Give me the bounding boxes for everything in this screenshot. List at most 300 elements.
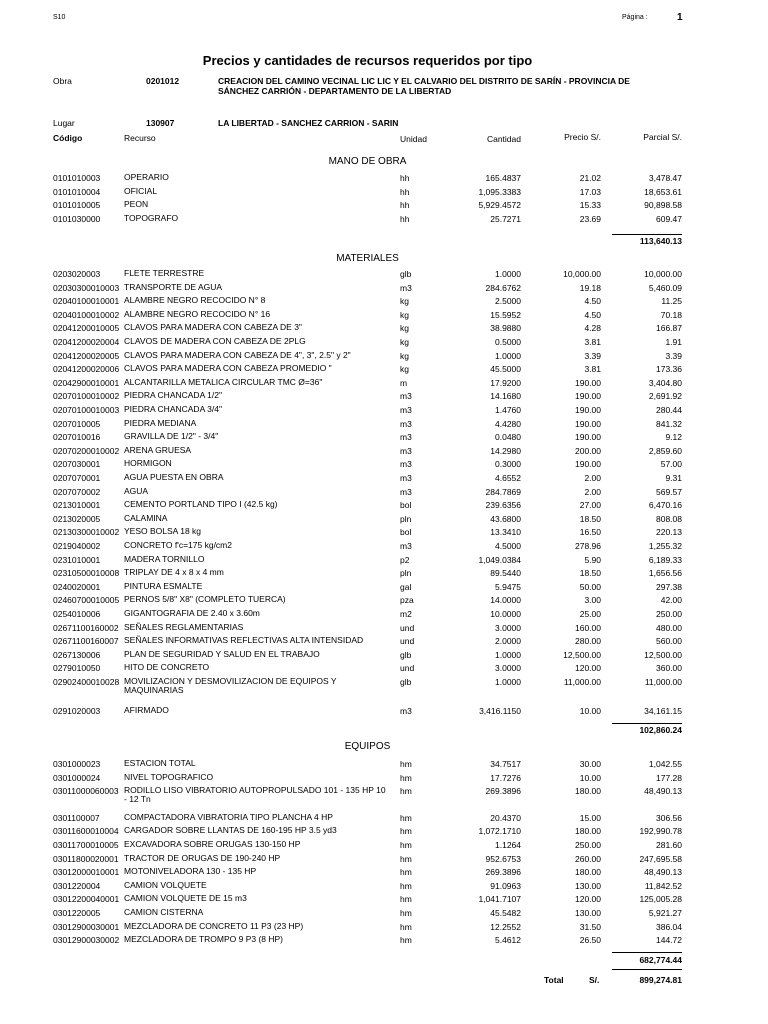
resource-name: TOPOGRAFO xyxy=(124,212,179,223)
resource-quantity: 284.7869 xyxy=(485,486,521,497)
table-row xyxy=(0,419,768,431)
resource-code: 0267130006 xyxy=(53,649,101,660)
resource-name: CAMION VOLQUETE xyxy=(124,879,207,890)
resource-code: 02040100010001 xyxy=(53,296,120,307)
resource-code: 03012900030001 xyxy=(53,921,120,932)
resource-price: 10.00 xyxy=(579,772,601,783)
table-row xyxy=(0,854,768,866)
resource-price: 190.00 xyxy=(575,405,601,415)
col-header-precio: Precio S/. xyxy=(564,132,601,142)
resource-price: 21.02 xyxy=(579,173,601,183)
resource-code: 02460700010005 xyxy=(53,595,120,606)
total-currency: S/. xyxy=(589,975,600,985)
resource-price: 120.00 xyxy=(575,663,601,674)
resource-price: 278.96 xyxy=(575,541,601,551)
resource-code: 0101010003 xyxy=(53,173,101,183)
resource-quantity: 1.0000 xyxy=(495,649,521,660)
table-row xyxy=(0,676,768,695)
resource-code: 03011000060003 xyxy=(53,786,119,797)
resource-price: 280.00 xyxy=(575,636,601,647)
page-label: Página : xyxy=(622,14,648,21)
resource-quantity: 2.0000 xyxy=(495,636,521,647)
table-row xyxy=(0,555,768,567)
resource-code: 0291020003 xyxy=(53,705,101,716)
resource-partial: 6,470.16 xyxy=(648,500,682,511)
resource-quantity: 1.0000 xyxy=(495,677,521,687)
resource-partial: 11.25 xyxy=(661,296,682,307)
resource-name: ALAMBRE NEGRO RECOCIDO N° 8 xyxy=(124,295,266,306)
resource-unit: kg xyxy=(400,337,409,347)
resource-code: 0207030001 xyxy=(53,459,101,470)
resource-unit: kg xyxy=(400,309,409,320)
resource-code: 0301000023 xyxy=(53,759,101,769)
resource-partial: 48,490.13 xyxy=(644,786,682,797)
resource-price: 190.00 xyxy=(575,432,601,443)
resource-code: 02671100160002 xyxy=(53,622,119,633)
resource-partial: 3,478.47 xyxy=(648,173,682,183)
resource-name: CONCRETO f'c=175 kg/cm2 xyxy=(124,540,232,550)
resource-price: 190.00 xyxy=(575,377,601,388)
resource-code: 0101010004 xyxy=(53,186,101,197)
resource-partial: 11,000.00 xyxy=(644,677,682,687)
resource-price: 10,000.00 xyxy=(563,269,601,279)
resource-partial: 10,000.00 xyxy=(644,269,682,279)
resource-name: COMPACTADORA VIBRATORIA TIPO PLANCHA 4 HP xyxy=(124,811,333,822)
resource-partial: 166.87 xyxy=(656,323,682,334)
resource-quantity: 14.2980 xyxy=(490,445,521,456)
resource-code: 0219040002 xyxy=(53,541,101,551)
resource-quantity: 12.2552 xyxy=(490,921,521,932)
report-code: S10 xyxy=(53,14,66,21)
resource-unit: m3 xyxy=(400,432,412,443)
resource-name: CLAVOS PARA MADERA CON CABEZA DE 4", 3", 2.5" y 2" xyxy=(124,349,351,360)
resource-unit: m3 xyxy=(400,473,412,483)
resource-code: 0207010005 xyxy=(53,418,101,429)
resource-partial: 609.47 xyxy=(656,213,682,224)
resource-partial: 177.28 xyxy=(656,772,682,783)
table-row xyxy=(0,296,768,308)
resource-price: 190.00 xyxy=(575,459,601,470)
resource-price: 180.00 xyxy=(575,867,601,878)
resource-quantity: 952.6753 xyxy=(485,853,521,864)
resource-unit: m3 xyxy=(400,391,412,402)
resource-quantity: 17.9200 xyxy=(490,377,521,388)
resource-quantity: 1.0000 xyxy=(495,350,521,361)
resource-price: 190.00 xyxy=(575,418,601,429)
resource-name: ARENA GRUESA xyxy=(124,444,192,455)
resource-code: 0301220005 xyxy=(53,908,101,918)
resource-unit: kg xyxy=(400,364,409,375)
resource-code: 0203020003 xyxy=(53,269,101,279)
table-row xyxy=(0,364,768,376)
resource-code: 0213020005 xyxy=(53,513,101,524)
resource-price: 180.00 xyxy=(575,826,601,837)
resource-unit: m2 xyxy=(400,609,412,619)
resource-unit: und xyxy=(400,622,415,633)
resource-partial: 1,042.55 xyxy=(648,759,682,769)
resource-quantity: 20.4370 xyxy=(490,812,521,823)
resource-unit: bol xyxy=(400,500,412,511)
resource-price: 5.90 xyxy=(584,554,601,565)
resource-name: CEMENTO PORTLAND TIPO I (42.5 kg) xyxy=(124,499,278,510)
table-row xyxy=(0,378,768,390)
resource-quantity: 1,041.7107 xyxy=(478,894,521,905)
resource-name: CARGADOR SOBRE LLANTAS DE 160-195 HP 3.5 yd3 xyxy=(124,825,337,836)
resource-price: 2.00 xyxy=(584,473,601,483)
resource-price: 3.81 xyxy=(584,364,601,375)
table-row xyxy=(0,323,768,335)
table-row xyxy=(0,351,768,363)
resource-name: TRIPLAY DE 4 x 8 x 4 mm xyxy=(124,567,224,578)
resource-name: HITO DE CONCRETO xyxy=(124,662,210,673)
resource-partial: 9.12 xyxy=(665,432,682,443)
table-row xyxy=(0,391,768,403)
resource-code: 0231010001 xyxy=(53,554,101,565)
resource-code: 0101010005 xyxy=(53,200,101,211)
resource-name: CLAVOS PARA MADERA CON CABEZA DE 3" xyxy=(124,322,302,333)
resource-unit: m3 xyxy=(400,282,412,293)
table-row xyxy=(0,269,768,281)
resource-price: 160.00 xyxy=(575,622,601,633)
resource-unit: hm xyxy=(400,894,412,905)
resource-price: 23.69 xyxy=(579,213,601,224)
resource-unit: m3 xyxy=(400,705,412,716)
resource-unit: und xyxy=(400,663,415,674)
resource-quantity: 45.5000 xyxy=(490,364,521,375)
resource-price: 4.50 xyxy=(584,309,601,320)
resource-price: 31.50 xyxy=(579,921,601,932)
resource-price: 50.00 xyxy=(579,581,601,592)
table-row xyxy=(0,473,768,485)
subtotal-rule xyxy=(612,952,682,953)
table-row xyxy=(0,582,768,594)
resource-name: CALAMINA xyxy=(124,512,168,523)
resource-unit: hm xyxy=(400,812,412,823)
resource-quantity: 89.5440 xyxy=(490,568,521,579)
resource-partial: 2,859.60 xyxy=(648,445,682,456)
lugar-code: 130907 xyxy=(146,118,175,128)
col-header-codigo: Código xyxy=(53,133,83,143)
resource-quantity: 3,416.1150 xyxy=(479,705,521,716)
resource-partial: 90,898.58 xyxy=(644,200,682,211)
resource-partial: 144.72 xyxy=(656,935,682,946)
table-row xyxy=(0,894,768,906)
table-row xyxy=(0,922,768,934)
resource-name: TRACTOR DE ORUGAS DE 190-240 HP xyxy=(124,852,281,863)
resource-partial: 386.04 xyxy=(656,921,682,932)
resource-code: 0240020001 xyxy=(53,581,101,592)
resource-partial: 3,404.80 xyxy=(648,377,682,388)
table-row xyxy=(0,706,768,718)
resource-unit: m3 xyxy=(400,405,412,415)
resource-unit: kg xyxy=(400,350,409,361)
resource-name: MOVILIZACION Y DESMOVILIZACION DE EQUIPOS Y MAQUINARIAS xyxy=(124,676,337,695)
resource-price: 130.00 xyxy=(575,908,601,918)
resource-quantity: 269.3896 xyxy=(485,867,521,878)
table-row xyxy=(0,813,768,825)
col-header-parcial: Parcial S/. xyxy=(643,132,682,142)
resource-unit: glb xyxy=(400,269,412,279)
resource-name: PEON xyxy=(124,199,149,210)
obra-label: Obra xyxy=(53,76,72,86)
resource-quantity: 15.5952 xyxy=(490,309,521,320)
total-value: 899,274.81 xyxy=(639,975,682,985)
table-row xyxy=(0,595,768,607)
table-row xyxy=(0,310,768,322)
resource-partial: 841.32 xyxy=(656,418,682,429)
table-row xyxy=(0,337,768,349)
resource-code: 02041200020004 xyxy=(53,337,120,347)
resource-quantity: 13.3410 xyxy=(490,527,521,538)
resource-code: 02042900010001 xyxy=(53,377,120,388)
resource-unit: m xyxy=(400,377,408,388)
resource-quantity: 34.7517 xyxy=(490,759,521,769)
resource-name: AGUA xyxy=(124,485,149,496)
resource-name: TRANSPORTE DE AGUA xyxy=(124,281,223,292)
resource-name: PIEDRA MEDIANA xyxy=(124,417,197,428)
resource-partial: 70.18 xyxy=(660,309,682,320)
resource-quantity: 45.5482 xyxy=(490,908,521,918)
resource-partial: 1,656.56 xyxy=(648,568,682,579)
resource-quantity: 4.6552 xyxy=(495,473,521,483)
resource-partial: 42.00 xyxy=(660,595,682,606)
resource-price: 16.50 xyxy=(579,527,601,538)
table-row xyxy=(0,881,768,893)
col-header-cantidad: Cantidad xyxy=(486,134,521,144)
resource-partial: 5,921.27 xyxy=(648,908,682,918)
table-row xyxy=(0,200,768,212)
table-row xyxy=(0,568,768,580)
table-row xyxy=(0,405,768,417)
resource-code: 02310500010008 xyxy=(53,568,120,579)
resource-quantity: 4.4280 xyxy=(495,418,521,429)
resource-name: OPERARIO xyxy=(124,172,169,182)
resource-name: CAMION VOLQUETE DE 15 m3 xyxy=(124,893,247,904)
resource-name: OFICIAL xyxy=(124,185,158,196)
resource-quantity: 4.5000 xyxy=(495,541,521,551)
resource-partial: 1.91 xyxy=(665,337,682,347)
resource-price: 4.50 xyxy=(584,296,601,307)
resource-quantity: 5,929.4572 xyxy=(478,200,521,211)
resource-code: 02070100010002 xyxy=(53,391,120,402)
page-number: 1 xyxy=(677,12,683,23)
resource-unit: hm xyxy=(400,853,412,864)
table-row xyxy=(0,650,768,662)
resource-price: 27.00 xyxy=(579,500,601,511)
resource-quantity: 3.0000 xyxy=(495,622,521,633)
resource-code: 0207010016 xyxy=(53,432,101,443)
resource-name: SEÑALES INFORMATIVAS REFLECTIVAS ALTA INTENSIDAD xyxy=(124,635,364,646)
resource-name: CLAVOS DE MADERA CON CABEZA DE 2PLG xyxy=(124,336,306,346)
subtotal-rule xyxy=(612,234,682,235)
resource-name: MEZCLADORA DE CONCRETO 11 P3 (23 HP) xyxy=(124,920,304,931)
resource-partial: 2,691.92 xyxy=(648,391,682,402)
col-header-recurso: Recurso xyxy=(124,133,156,143)
resource-name: ALCANTARILLA METALICA CIRCULAR TMC Ø=36" xyxy=(124,376,323,387)
resource-price: 30.00 xyxy=(579,759,601,769)
resource-partial: 360.00 xyxy=(656,663,682,674)
resource-quantity: 14.1680 xyxy=(490,391,521,402)
section-title: EQUIPOS xyxy=(344,741,391,752)
table-row xyxy=(0,636,768,648)
resource-price: 4.28 xyxy=(584,323,601,334)
resource-unit: hm xyxy=(400,786,412,797)
resource-code: 02041200010005 xyxy=(53,323,120,334)
resource-partial: 250.00 xyxy=(656,609,682,619)
lugar-label: Lugar xyxy=(53,118,75,128)
table-row xyxy=(0,446,768,458)
resource-partial: 297.38 xyxy=(656,581,682,592)
resource-name: AFIRMADO xyxy=(124,704,169,715)
resource-price: 26.50 xyxy=(579,935,601,946)
resource-name: MEZCLADORA DE TROMPO 9 P3 (8 HP) xyxy=(124,934,284,945)
resource-price: 18.50 xyxy=(579,568,601,579)
resource-name: MOTONIVELADORA 130 - 135 HP xyxy=(124,866,257,877)
resource-unit: glb xyxy=(400,649,412,660)
resource-price: 130.00 xyxy=(575,880,601,891)
resource-unit: glb xyxy=(400,677,412,687)
total-rule xyxy=(612,969,682,970)
resource-quantity: 25.7271 xyxy=(490,213,521,224)
resource-partial: 9.31 xyxy=(665,473,682,483)
resource-name: SEÑALES REGLAMENTARIAS xyxy=(124,621,244,632)
resource-code: 02041200020005 xyxy=(53,350,120,361)
resource-unit: hh xyxy=(400,173,410,183)
resource-quantity: 17.7276 xyxy=(490,772,521,783)
resource-name: YESO BOLSA 18 kg xyxy=(124,526,202,537)
table-row xyxy=(0,541,768,553)
table-row xyxy=(0,908,768,920)
resource-code: 03012200040001 xyxy=(53,894,120,905)
table-row xyxy=(0,173,768,185)
resource-code: 02040100010002 xyxy=(53,309,120,320)
resource-partial: 173.36 xyxy=(656,364,682,375)
resource-unit: m3 xyxy=(400,418,412,429)
resource-partial: 306.56 xyxy=(656,812,682,823)
resource-unit: pln xyxy=(400,513,412,524)
resource-price: 15.00 xyxy=(579,812,601,823)
resource-code: 02041200020006 xyxy=(53,364,120,375)
resource-unit: pza xyxy=(400,595,414,606)
resource-code: 0207070001 xyxy=(53,473,101,483)
table-row xyxy=(0,785,768,805)
resource-partial: 220.13 xyxy=(656,527,682,538)
page-title: Precios y cantidades de recursos requeridos por tipo xyxy=(202,53,533,68)
resource-quantity: 14.0000 xyxy=(490,595,521,606)
resource-code: 03012900030002 xyxy=(53,935,120,946)
resource-unit: p2 xyxy=(400,554,410,565)
resource-code: 0213010001 xyxy=(53,500,101,511)
resource-partial: 5,460.09 xyxy=(648,282,682,293)
resource-unit: m3 xyxy=(400,541,412,551)
resource-partial: 560.00 xyxy=(656,636,682,647)
resource-price: 180.00 xyxy=(575,786,601,797)
table-row xyxy=(0,432,768,444)
resource-quantity: 1,095.3383 xyxy=(478,186,521,197)
table-row xyxy=(0,826,768,838)
resource-price: 3.39 xyxy=(584,350,601,361)
table-row xyxy=(0,283,768,295)
resource-price: 3.00 xyxy=(584,595,601,606)
resource-unit: hm xyxy=(400,826,412,837)
resource-name: CAMION CISTERNA xyxy=(124,907,204,917)
resource-partial: 34,161.15 xyxy=(644,705,682,716)
resource-price: 190.00 xyxy=(575,391,601,402)
resource-name: PLAN DE SEGURIDAD Y SALUD EN EL TRABAJO xyxy=(124,648,320,659)
resource-code: 02130300010002 xyxy=(53,527,120,538)
resource-partial: 12,500.00 xyxy=(644,649,682,660)
resource-quantity: 1.0000 xyxy=(495,269,521,279)
resource-price: 17.03 xyxy=(579,186,601,197)
resource-code: 0279010050 xyxy=(53,663,101,674)
resource-code: 03012000010001 xyxy=(53,867,120,878)
resource-quantity: 38.9880 xyxy=(490,323,521,334)
resource-price: 200.00 xyxy=(575,445,601,456)
resource-code: 03011700010005 xyxy=(53,840,119,850)
resource-code: 02671100160007 xyxy=(53,636,119,647)
table-row xyxy=(0,663,768,675)
resource-partial: 192,990.78 xyxy=(639,826,682,837)
obra-code: 0201012 xyxy=(146,76,180,86)
table-row xyxy=(0,759,768,771)
resource-name: HORMIGON xyxy=(124,458,172,469)
table-row xyxy=(0,840,768,852)
resource-quantity: 1,049.0384 xyxy=(478,554,521,565)
resource-code: 03011800020001 xyxy=(53,853,119,864)
resource-quantity: 91.0963 xyxy=(490,880,521,891)
resource-partial: 480.00 xyxy=(656,622,682,633)
resource-code: 02030300010003 xyxy=(53,282,120,293)
resource-unit: hm xyxy=(400,772,412,783)
resource-name: MADERA TORNILLO xyxy=(124,553,205,564)
resource-partial: 6,189.33 xyxy=(648,554,682,565)
col-header-unidad: Unidad xyxy=(400,134,427,144)
resource-quantity: 239.6356 xyxy=(485,500,521,511)
resource-partial: 18,653.61 xyxy=(644,186,682,197)
resource-price: 18.50 xyxy=(579,513,601,524)
resource-partial: 57.00 xyxy=(660,459,682,470)
resource-unit: hh xyxy=(400,200,410,211)
resource-unit: kg xyxy=(400,296,409,307)
resource-unit: und xyxy=(400,636,415,647)
table-row xyxy=(0,867,768,879)
table-row xyxy=(0,459,768,471)
resource-code: 02902400010028 xyxy=(53,677,120,687)
resource-name: GRAVILLA DE 1/2" - 3/4" xyxy=(124,431,219,442)
resource-quantity: 10.0000 xyxy=(490,609,521,619)
resource-price: 10.00 xyxy=(579,705,601,716)
section-title: MANO DE OBRA xyxy=(328,156,407,167)
resource-partial: 247,695.58 xyxy=(639,853,682,864)
resource-unit: hm xyxy=(400,880,412,891)
resource-name: PINTURA ESMALTE xyxy=(124,580,203,591)
resource-quantity: 1.4760 xyxy=(495,405,521,415)
resource-unit: hm xyxy=(400,908,412,918)
resource-name: NIVEL TOPOGRAFICO xyxy=(124,771,214,782)
resource-code: 0301000024 xyxy=(53,772,101,783)
resource-unit: hh xyxy=(400,213,410,224)
resource-unit: hm xyxy=(400,840,412,850)
resource-quantity: 1,072.1710 xyxy=(478,826,521,837)
table-row xyxy=(0,487,768,499)
resource-quantity: 269.3896 xyxy=(485,786,521,797)
lugar-description: LA LIBERTAD - SANCHEZ CARRION - SARIN xyxy=(218,118,399,128)
resource-name: ALAMBRE NEGRO RECOCIDO N° 16 xyxy=(124,308,271,319)
resource-unit: pln xyxy=(400,568,412,579)
section-subtotal: 682,774.44 xyxy=(639,955,682,965)
table-row xyxy=(0,773,768,785)
section-subtotal: 113,640.13 xyxy=(639,236,682,246)
